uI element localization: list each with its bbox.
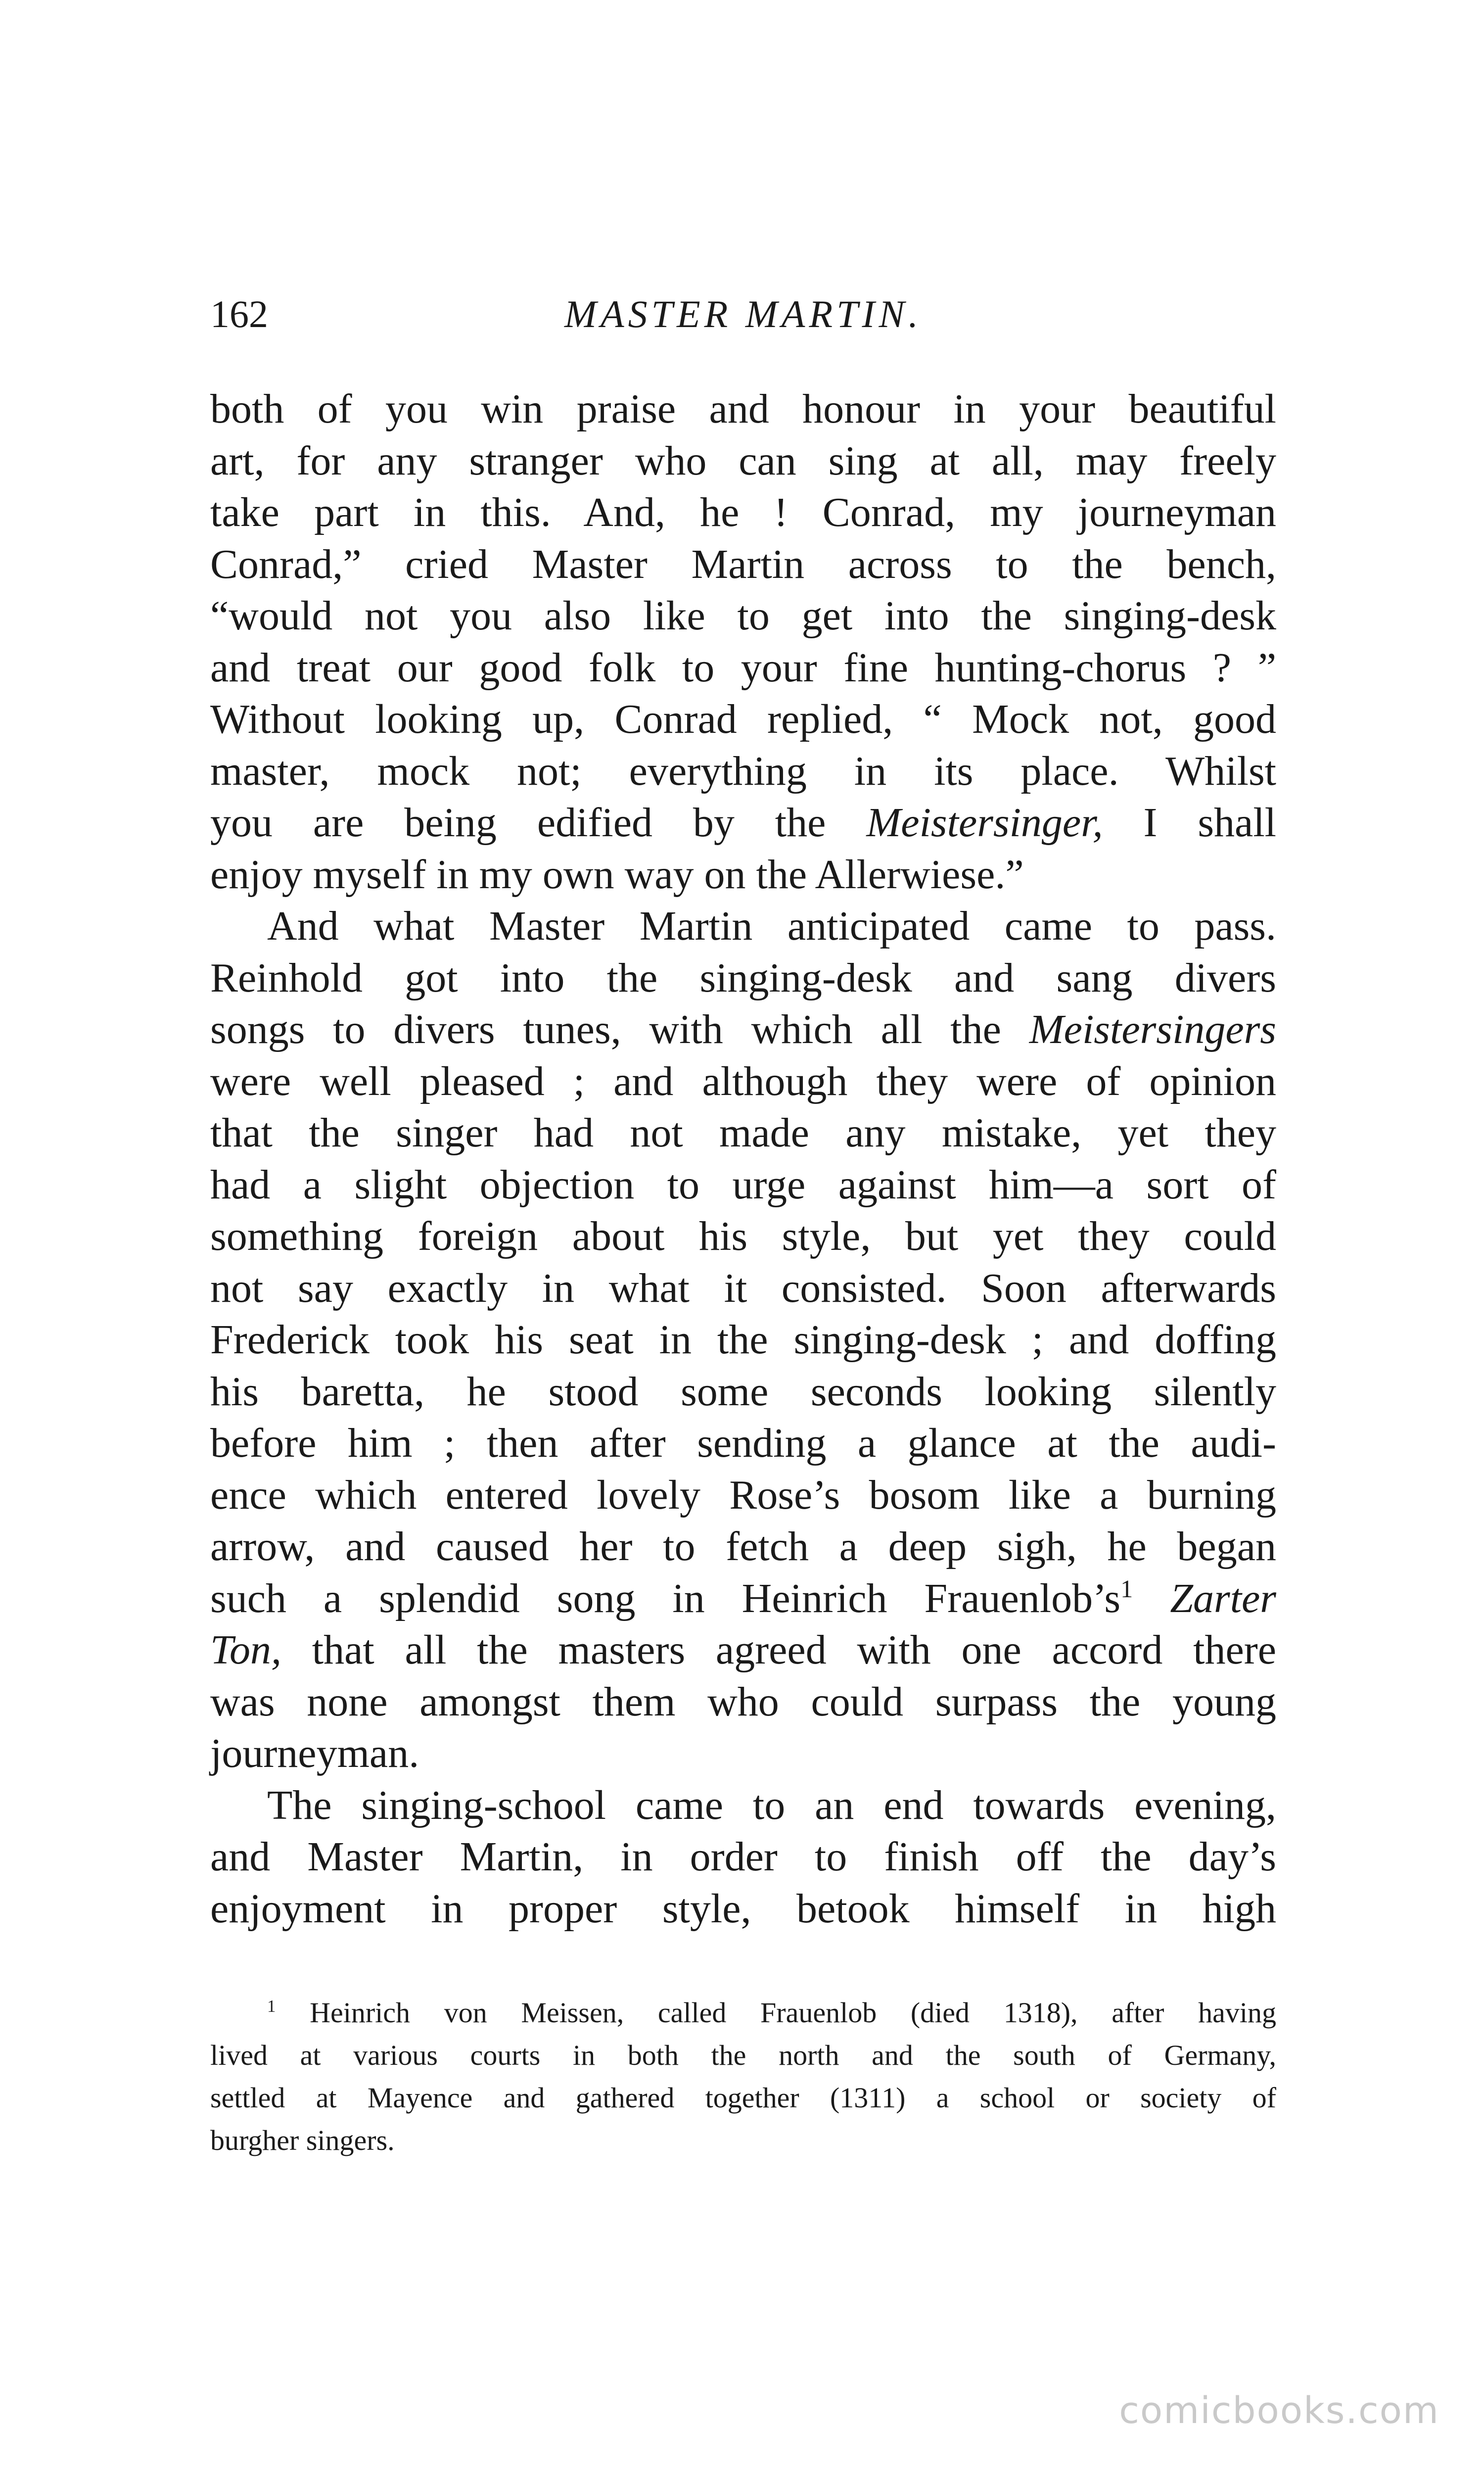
text-line: [210, 797, 1276, 849]
text-line: Frederick took his seat in the singing-desk ; and doffing: [210, 1317, 1276, 1363]
text-line: that the singer had not made any mistake, yet they: [210, 1110, 1276, 1156]
paragraph-2: [210, 901, 1276, 1780]
text-line: something foreign about his style, but yet they could: [210, 1213, 1276, 1259]
text-line: enjoy myself in my own way on the Allerwiese.”: [210, 851, 1024, 898]
text-line: Without looking up, Conrad replied, “ Mock not, good: [210, 696, 1276, 742]
text-line: [210, 1573, 1276, 1625]
italic-term: Meistersingers: [1029, 1006, 1276, 1052]
text-line: before him ; then after sending a glance at the audi-: [210, 1420, 1276, 1466]
footnote-line: lived at various courts in both the north and the south of Germany,: [210, 2039, 1276, 2071]
italic-term: Ton,: [210, 1627, 282, 1673]
text-segment: such a splendid song in Heinrich Frauenlob’s: [210, 1575, 1121, 1621]
text-line: not say exactly in what it consisted. Soon afterwards: [210, 1265, 1276, 1311]
footnote: [210, 1992, 1276, 2162]
text-segment: Heinrich von Meissen, called Frauenlob (died 1318), after having: [310, 1997, 1276, 2029]
italic-term: Zarter: [1170, 1575, 1276, 1621]
footnote-marker: 1: [1120, 1574, 1133, 1603]
text-line: journeyman.: [210, 1730, 419, 1776]
paragraph-1: [210, 383, 1276, 901]
text-line: Conrad,” cried Master Martin across to the bench,: [210, 541, 1276, 587]
text-line: his baretta, he stood some seconds looking silently: [210, 1368, 1276, 1415]
text-line: and treat our good folk to your fine hunting-chorus ? ”: [210, 644, 1276, 691]
text-segment: I shall: [1103, 800, 1276, 846]
footnote-line: [210, 1992, 1276, 2034]
text-line: ence which entered lovely Rose’s bosom like a burning: [210, 1472, 1276, 1518]
footnote-marker: 1: [267, 1997, 276, 2016]
text-line: both of you win praise and honour in your beautiful: [210, 386, 1276, 432]
text-line: and Master Martin, in order to finish off the day’s: [210, 1834, 1276, 1880]
italic-term: Meistersinger,: [866, 800, 1103, 846]
text-line: take part in this. And, he ! Conrad, my journeyman: [210, 489, 1276, 535]
text-line: “would not you also like to get into the singing-desk: [210, 593, 1276, 639]
page-number: 162: [210, 292, 268, 335]
text-line: [210, 1004, 1276, 1056]
running-head: [210, 292, 1276, 346]
text-segment: you are being edified by the: [210, 800, 867, 846]
footnote-line: settled at Mayence and gathered together (1311) a school or society of: [210, 2082, 1276, 2114]
text-line: was none amongst them who could surpass the young: [210, 1678, 1276, 1725]
text-segment: songs to divers tunes, with which all the: [210, 1006, 1029, 1052]
body-text: [210, 383, 1276, 1935]
text-line: were well pleased ; and although they were of opinion: [210, 1058, 1276, 1104]
text-line: arrow, and caused her to fetch a deep sigh, he began: [210, 1523, 1276, 1570]
text-segment: that all the masters agreed with one accord there: [281, 1627, 1276, 1673]
text-line: had a slight objection to urge against him—a sort of: [210, 1161, 1276, 1208]
text-line: And what Master Martin anticipated came to pass.: [267, 903, 1276, 949]
running-title: MASTER MARTIN.: [564, 292, 922, 335]
watermark: comicbooks.com: [1119, 2389, 1439, 2432]
footnote-line: burgher singers.: [210, 2124, 395, 2156]
text-line: art, for any stranger who can sing at all, may freely: [210, 437, 1276, 484]
text-line: Reinhold got into the singing-desk and sang divers: [210, 954, 1276, 1001]
text-line: enjoyment in proper style, betook himself in high: [210, 1885, 1276, 1932]
paragraph-3: [210, 1780, 1276, 1935]
text-line: The singing-school came to an end towards evening,: [267, 1782, 1276, 1828]
text-line: [210, 1624, 1276, 1676]
text-line: master, mock not; everything in its place. Whilst: [210, 748, 1276, 794]
